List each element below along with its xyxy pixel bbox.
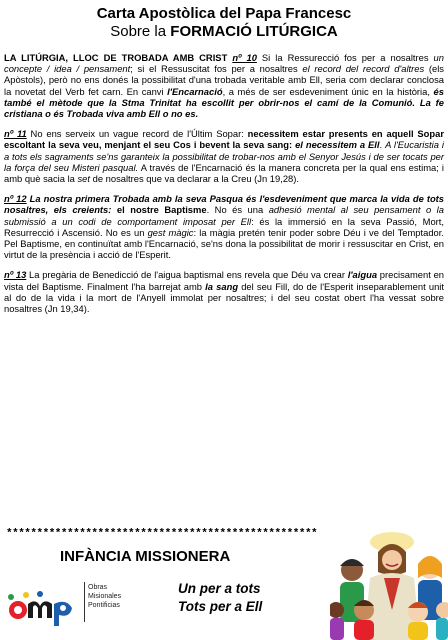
italic-text: gest màgic	[147, 226, 194, 238]
slogan-line: Tots per a Ell	[178, 599, 263, 614]
text: del seu Fill, do de l'Esperit inseparablement unit al do de la vida i la mort de l'Anyell immolat per nosaltres; i del seu costat obert l'ha vessat sobre nosaltres (Jn 19,34).	[4, 280, 444, 315]
omp-label	[88, 583, 121, 610]
bold-italic-text: La nostra primera Trobada amb la seva Pasqua és l'esdeveniment que marca la vida de tots nosaltres, els creients:	[4, 193, 445, 216]
omp-line: Obras	[88, 584, 108, 591]
text: : és la immersió en la seva Passió, Mort, Resurrecció i Ascensió. No es un	[4, 215, 444, 238]
bold-italic-text: és també el mètode que la Stma Trinitat ha escollit per obrir-nos el camí de la Comunió. La fe cristiana o és Trobada viva amb Ell o no es.	[4, 85, 444, 120]
text: : la màgia pretén tenir poder sobre Déu i ve del Temptador. Pel Baptisme, en continuïtat amb l'Encarnació, se'ns dona la possibilitat de morir i ressuscitar en Crist, en virtut de la presència i acció de l'Esperit.	[4, 226, 444, 261]
text: . No és una	[206, 204, 269, 216]
italic-text: adhesió mental al seu pensament o la submissió a un codi de comportament imposat per Ell	[4, 204, 444, 227]
text: ; si el Ressuscitat fos per a nosaltres	[130, 63, 303, 75]
omp-line: Pontificias	[88, 602, 120, 609]
text: La pregària de Benedicció de l'aigua baptismal ens revela que Déu va crear	[26, 269, 348, 281]
paragraph-number: nº 13	[4, 269, 27, 281]
italic-text: el record del record d'altres	[302, 63, 425, 75]
subtitle-prefix: Sobre la	[110, 23, 171, 40]
page-title: Carta Apostòlica del Papa Francesc	[96, 5, 352, 22]
italic-text: un concepte / idea / pensament	[4, 52, 444, 75]
paragraph-number: nº 12	[4, 193, 27, 205]
bold-italic-text: la sang	[205, 280, 239, 292]
logo-divider	[84, 582, 85, 622]
text: precisament en vista del Baptisme. Finalment l'ha barrejat amb	[4, 269, 444, 292]
slogan-line: Un per a tots	[178, 581, 261, 596]
star-divider: ***************************************************	[6, 528, 318, 540]
text: Si la Ressurecció fos per a nosaltres	[256, 52, 434, 63]
paragraph-10	[4, 52, 444, 119]
bold-italic-text: l'Encarnació	[167, 85, 223, 97]
paragraph-number: nº 11	[4, 128, 27, 140]
bold-text: el nostre Baptisme	[111, 204, 207, 216]
page-subtitle	[0, 23, 448, 41]
section-heading: LA LITÚRGIA, LLOC DE TROBADA AMB CRIST	[4, 52, 228, 63]
subtitle-bold: FORMACIÓ LITÚRGICA	[170, 23, 338, 40]
italic-text: A l'Eucaristia i a tots els sagraments se'ns garanteix la possibilitat de trobar-nos amb el Senyor Jesús i de ser tocats per la força del seu Misteri pasqual.	[4, 139, 444, 173]
paragraph-11	[4, 128, 444, 184]
children-around-jesus-illustration	[330, 460, 448, 640]
slogan	[178, 580, 262, 616]
text: de nosaltres que va declarar a la Creu (Jn 19,28).	[90, 173, 299, 185]
bold-italic-text: el necessitem a Ell	[295, 139, 380, 151]
bold-italic-text: l'aigua	[347, 269, 378, 281]
paragraph-12	[4, 193, 444, 260]
bold-text: necessitem estar presents en aquell Sopar escoltant la seva veu, menjant el seu Cos i bevent la seva sang:	[4, 128, 444, 151]
paragraph-number: nº 10	[232, 52, 257, 63]
italic-text: set	[77, 173, 90, 185]
paragraph-13	[4, 269, 444, 314]
omp-logo-icon	[6, 588, 76, 628]
text: .	[379, 139, 386, 151]
omp-line: Misionales	[88, 593, 122, 600]
text: A través de l'Encarnació és la manera concreta per la qual ens estima; i amb què sacia la	[4, 161, 444, 185]
text: (els Apòstols), però no ens donés la possibilitat d'una trobada veritable amb Ell, seria com declarar conclosa la novetat del Verb fet carn. En canvi	[4, 63, 444, 97]
section-title: INFÀNCIA MISSIONERA	[60, 548, 231, 565]
text: No ens serveix un vague record de l'Últim Sopar:	[26, 128, 248, 140]
text: , a més de ser esdeveniment únic en la història,	[222, 85, 434, 97]
article-body	[4, 52, 444, 323]
